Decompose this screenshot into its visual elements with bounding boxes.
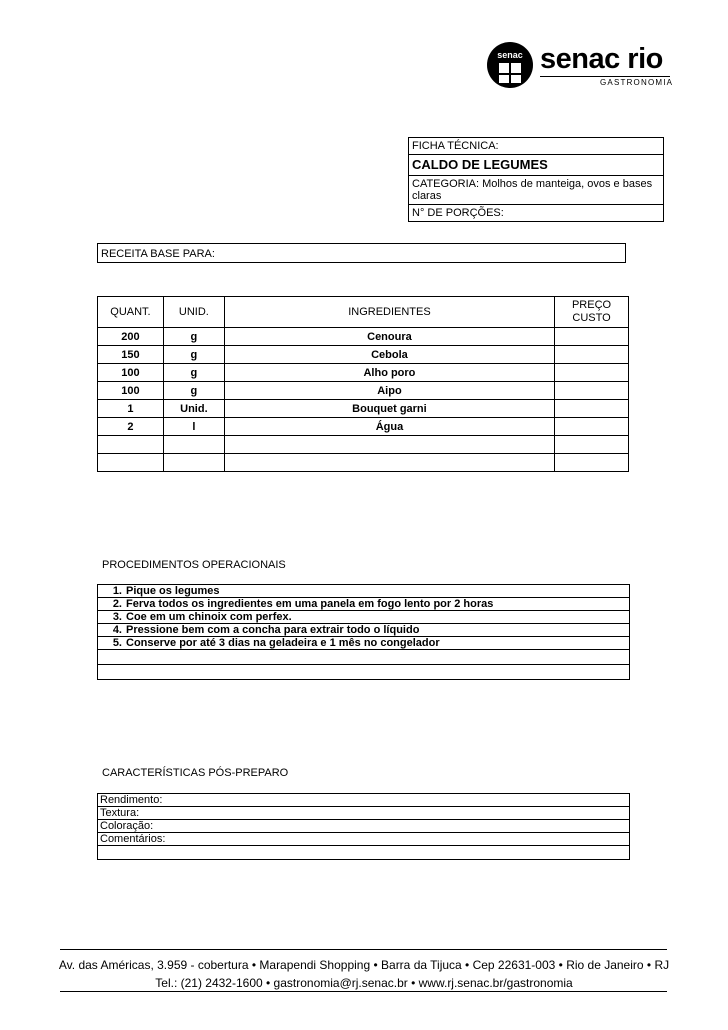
logo-divider bbox=[540, 76, 670, 77]
rendimento-field: Rendimento: bbox=[98, 794, 630, 807]
cell-preco bbox=[555, 328, 629, 346]
list-item bbox=[98, 598, 630, 611]
step-text: Ferva todos os ingredientes em uma panela em fogo lento por 2 horas bbox=[126, 598, 494, 610]
logo-mark: senac bbox=[487, 42, 533, 88]
footer-divider-top bbox=[60, 949, 667, 950]
list-item bbox=[98, 585, 630, 598]
list-item bbox=[98, 637, 630, 650]
ficha-tecnica-box bbox=[408, 137, 664, 222]
list-item bbox=[98, 611, 630, 624]
logo-subtitle: GASTRONOMIA bbox=[600, 78, 674, 87]
step-text: Pressione bem com a concha para extrair todo o líquido bbox=[126, 624, 420, 636]
cell-quant bbox=[98, 436, 164, 454]
table-row bbox=[98, 418, 629, 436]
cell-unid bbox=[163, 436, 224, 454]
blank-field bbox=[98, 846, 630, 860]
cell-unid bbox=[163, 454, 224, 472]
cell-unid: g bbox=[163, 346, 224, 364]
cell-preco bbox=[555, 364, 629, 382]
list-item bbox=[98, 665, 630, 680]
cell-ingrediente: Água bbox=[224, 418, 554, 436]
cell-ingrediente: Bouquet garni bbox=[224, 400, 554, 418]
cell-quant: 200 bbox=[98, 328, 164, 346]
coloracao-field: Coloração: bbox=[98, 820, 630, 833]
logo-name: senac rio bbox=[540, 43, 663, 75]
caracteristicas-title: CARACTERÍSTICAS PÓS-PREPARO bbox=[102, 767, 289, 779]
cell-quant: 100 bbox=[98, 382, 164, 400]
receita-base-field: RECEITA BASE PARA: bbox=[97, 243, 626, 263]
header-quant: QUANT. bbox=[98, 297, 164, 328]
footer-address: Av. das Américas, 3.959 - cobertura • Marapendi Shopping • Barra da Tijuca • Cep 22631-003 • Rio de Janeiro • RJ bbox=[58, 958, 670, 972]
step-text: Pique os legumes bbox=[126, 585, 220, 597]
cell-preco bbox=[555, 454, 629, 472]
list-item bbox=[98, 846, 630, 860]
list-item bbox=[98, 794, 630, 807]
procedimentos-table bbox=[97, 584, 630, 680]
cell-quant bbox=[98, 454, 164, 472]
categoria: CATEGORIA: Molhos de manteiga, ovos e bases claras bbox=[409, 175, 663, 204]
cell-ingrediente bbox=[224, 436, 554, 454]
ingredients-header bbox=[98, 297, 629, 328]
porcoes: N° DE PORÇÕES: bbox=[409, 204, 663, 221]
ingredients-table bbox=[97, 296, 629, 472]
footer-divider-bottom bbox=[60, 991, 667, 992]
footer-contact: Tel.: (21) 2432-1600 • gastronomia@rj.senac.br • www.rj.senac.br/gastronomia bbox=[155, 976, 573, 990]
step-number: 1. bbox=[112, 585, 122, 597]
step-number: 5. bbox=[112, 637, 122, 649]
cell-ingrediente: Cebola bbox=[224, 346, 554, 364]
table-row bbox=[98, 364, 629, 382]
table-row bbox=[98, 454, 629, 472]
list-item bbox=[98, 833, 630, 846]
table-row bbox=[98, 346, 629, 364]
table-row bbox=[98, 382, 629, 400]
cell-unid: g bbox=[163, 328, 224, 346]
cell-quant: 150 bbox=[98, 346, 164, 364]
table-row bbox=[98, 436, 629, 454]
list-item bbox=[98, 807, 630, 820]
cell-preco bbox=[555, 400, 629, 418]
table-row bbox=[98, 328, 629, 346]
cell-unid: g bbox=[163, 364, 224, 382]
cell-preco bbox=[555, 418, 629, 436]
header-preco-custo: PREÇO CUSTO bbox=[555, 297, 629, 328]
list-item bbox=[98, 624, 630, 637]
step-number: 4. bbox=[112, 624, 122, 636]
step-number: 2. bbox=[112, 598, 122, 610]
caracteristicas-table bbox=[97, 793, 630, 860]
table-row bbox=[98, 400, 629, 418]
cell-quant: 100 bbox=[98, 364, 164, 382]
procedimentos-title: PROCEDIMENTOS OPERACIONAIS bbox=[102, 559, 286, 571]
header-ingredientes: INGREDIENTES bbox=[224, 297, 554, 328]
cell-preco bbox=[555, 382, 629, 400]
cell-ingrediente: Aipo bbox=[224, 382, 554, 400]
recipe-title: CALDO DE LEGUMES bbox=[409, 154, 663, 175]
cell-quant: 1 bbox=[98, 400, 164, 418]
list-item bbox=[98, 820, 630, 833]
step-text: Conserve por até 3 dias na geladeira e 1 mês no congelador bbox=[126, 637, 440, 649]
step-number: 3. bbox=[112, 611, 122, 623]
cell-unid: g bbox=[163, 382, 224, 400]
cell-preco bbox=[555, 346, 629, 364]
header-unid: UNID. bbox=[163, 297, 224, 328]
textura-field: Textura: bbox=[98, 807, 630, 820]
cell-unid: Unid. bbox=[163, 400, 224, 418]
cell-preco bbox=[555, 436, 629, 454]
cell-ingrediente bbox=[224, 454, 554, 472]
cell-unid: l bbox=[163, 418, 224, 436]
step-text: Coe em um chinoix com perfex. bbox=[126, 611, 292, 623]
senac-logo bbox=[487, 42, 674, 88]
cell-ingrediente: Cenoura bbox=[224, 328, 554, 346]
ficha-label: FICHA TÉCNICA: bbox=[412, 140, 499, 152]
list-item bbox=[98, 650, 630, 665]
cell-ingrediente: Alho poro bbox=[224, 364, 554, 382]
comentarios-field: Comentários: bbox=[98, 833, 630, 846]
cell-quant: 2 bbox=[98, 418, 164, 436]
